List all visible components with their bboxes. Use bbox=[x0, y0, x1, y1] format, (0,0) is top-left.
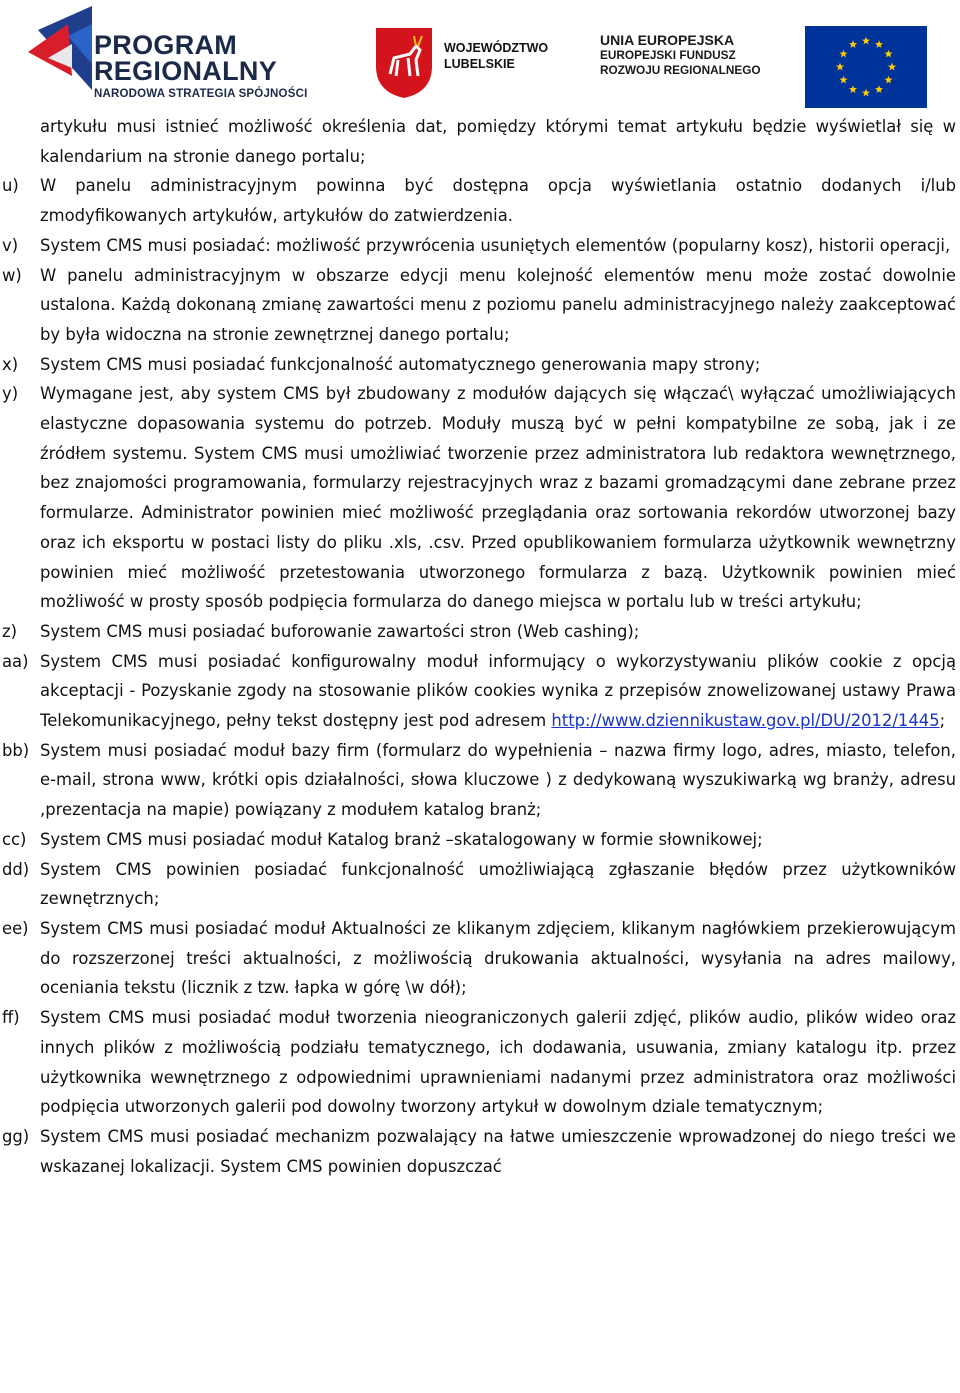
region-name-line2: LUBELSKIE bbox=[444, 57, 515, 71]
list-item-text: artykułu musi istnieć możliwość określenia dat, pomiędzy którymi temat artykułu będzie wyświetlał się w kalendarium na stronie danego portalu; bbox=[40, 117, 956, 166]
list-item-text: System CMS musi posiadać moduł tworzenia nieograniczonych galerii zdjęć, plików audio, plików wideo oraz innych plików z możliwością podziału tematycznego, ich dodawania, usuwania, zmiany katalogu itp. przez użytkownika wewnętrznego z odpowiednimi uprawnieniami nadanymi przez administratora oraz możliwości podpięcia utworzonych galerii pod dowolny tworzony artykuł w dowolnym dziale tematycznym; bbox=[40, 1008, 956, 1117]
region-name-line1: WOJEWÓDZTWO bbox=[444, 41, 549, 55]
list-item-ff bbox=[0, 1003, 960, 1122]
eu-logo bbox=[600, 26, 950, 92]
list-item-x bbox=[0, 350, 960, 380]
page-header bbox=[0, 0, 960, 112]
list-item-u bbox=[0, 171, 960, 230]
list-item-v bbox=[0, 231, 960, 261]
list-item-text: System CMS musi posiadać moduł Katalog branż –skatalogowany w formie słownikowej; bbox=[40, 829, 763, 849]
list-item-aa bbox=[0, 647, 960, 736]
list-item-ee bbox=[0, 914, 960, 1003]
wojewodztwo-lubelskie-logo bbox=[372, 22, 572, 102]
list-item-text: System CMS musi posiadać mechanizm pozwalający na łatwe umieszczenie wprowadzonej do niego treści we wskazanej lokalizacji. System CMS powinien dopuszczać bbox=[40, 1126, 956, 1176]
list-item-text: System CMS musi posiadać: możliwość przywrócenia usuniętych elementów (popularny kosz), historii operacji, bbox=[40, 235, 951, 255]
list-marker: bb) bbox=[2, 740, 30, 760]
list-marker: x) bbox=[2, 354, 19, 374]
list-marker: y) bbox=[2, 384, 19, 404]
list-item-text-end: ; bbox=[939, 711, 946, 731]
list-marker: u) bbox=[2, 176, 19, 196]
list-marker: cc) bbox=[2, 829, 27, 849]
list-item-text: System CMS powinien posiadać funkcjonalność umożliwiającą zgłaszanie błędów przez użytkowników zewnętrznych; bbox=[40, 859, 956, 909]
list-item-w bbox=[0, 261, 960, 350]
list-item-y bbox=[0, 379, 960, 617]
list-item-text: Wymagane jest, aby system CMS był zbudowany z modułów dających się włączać\ wyłączać umożliwiających elastyczne dopasowania systemu do potrzeb. Moduły muszą być w pełni kompatybilne ze sobą, jak i ze źródłem systemu. System CMS musi umożliwiać tworzenie przez administratora lub redaktora wewnętrznego, bez znajomości programowania, formularzy rejestracyjnych wraz z bazami gromadzącymi dane zebrane przez formularze. Administrator powinien mieć możliwość przeglądania oraz sortowania rekordów utworzonej bazy oraz ich eksportu w postaci listy do pliku .xls, .csv. Przed opublikowaniem formularza użytkownik wewnętrzny powinien mieć możliwość przetestowania utworzonego formularza z bazą. Użytkownik powinien mieć możliwość w prosty sposób podpięcia formularza do danego miejsca w portalu lub w treści artykułu; bbox=[40, 384, 956, 612]
list-item-text: W panelu administracyjnym powinna być dostępna opcja wyświetlania ostatnio dodanych i/lub zmodyfikowanych artykułów, artykułów do zatwierdzenia. bbox=[40, 176, 956, 226]
list-marker: aa) bbox=[2, 651, 29, 671]
coat-of-arms-icon bbox=[372, 22, 436, 100]
list-marker: dd) bbox=[2, 859, 30, 879]
list-item-dd bbox=[0, 855, 960, 914]
list-item-cc bbox=[0, 825, 960, 855]
list-marker: z) bbox=[2, 621, 17, 641]
eu-fund-line2: ROZWOJU REGIONALNEGO bbox=[600, 63, 761, 77]
list-item-text: System CMS musi posiadać moduł Aktualności ze klikanym zdjęciem, klikanym nagłówkiem przekierowującym do rozszerzonej treści aktualności, z możliwością drukowania aktualności, wysyłania na adres mailowy, oceniania tekstu (licznik z tzw. łapka w górę \w dół); bbox=[40, 918, 956, 998]
list-item-text: System CMS musi posiadać buforowanie zawartości stron (Web cashing); bbox=[40, 621, 640, 641]
program-title: PROGRAM bbox=[94, 30, 238, 60]
list-marker: ee) bbox=[2, 918, 29, 938]
list-item-z bbox=[0, 617, 960, 647]
document-body bbox=[0, 112, 960, 1181]
list-marker: w) bbox=[2, 265, 22, 285]
program-regionalny-logo bbox=[28, 6, 328, 106]
eu-fund-line1: EUROPEJSKI FUNDUSZ bbox=[600, 48, 736, 62]
eu-name: UNIA EUROPEJSKA bbox=[600, 32, 735, 48]
list-item-bb bbox=[0, 736, 960, 825]
list-item bbox=[0, 112, 960, 171]
list-item-text: System musi posiadać moduł bazy firm (formularz do wypełnienia – nazwa firmy logo, adres, miasto, telefon, e-mail, strona www, krótki opis działalności, słowa kluczowe ) z dedykowaną wyszukiwarką wg branży, adresu ,prezentacja na mapie) powiązany z modułem katalog branż; bbox=[40, 740, 956, 820]
program-strategy: NARODOWA STRATEGIA SPÓJNOŚCI bbox=[94, 88, 308, 100]
list-item-text: System CMS musi posiadać konfigurowalny moduł informujący o wykorzystywaniu plików cookie z opcją akceptacji - Pozyskanie zgody na stosowanie plików cookies wynika z przepisów znowelizowanej ustawy Prawa Telekomunikacyjnego, pełny tekst dostępny jest pod adresem bbox=[40, 651, 956, 731]
list-marker: v) bbox=[2, 235, 19, 255]
program-regionalny-emblem-icon bbox=[28, 6, 92, 106]
dziennik-ustaw-link[interactable]: http://www.dziennikustaw.gov.pl/DU/2012/1445 bbox=[551, 711, 940, 731]
list-item-text: W panelu administracyjnym w obszarze edycji menu kolejność elementów menu może zostać dowolnie ustalona. Każdą dokonaną zmianę zawartości menu z poziomu panelu administracyjnego należy zaakceptować by była widoczna na stronie zewnętrznej danego portalu; bbox=[40, 265, 956, 344]
list-marker: ff) bbox=[2, 1008, 20, 1028]
list-marker: gg) bbox=[2, 1126, 30, 1146]
program-subtitle: REGIONALNY bbox=[94, 56, 278, 86]
eu-flag-icon bbox=[805, 26, 927, 108]
list-item-text: System CMS musi posiadać funkcjonalność automatycznego generowania mapy strony; bbox=[40, 354, 761, 374]
list-item-gg bbox=[0, 1122, 960, 1181]
